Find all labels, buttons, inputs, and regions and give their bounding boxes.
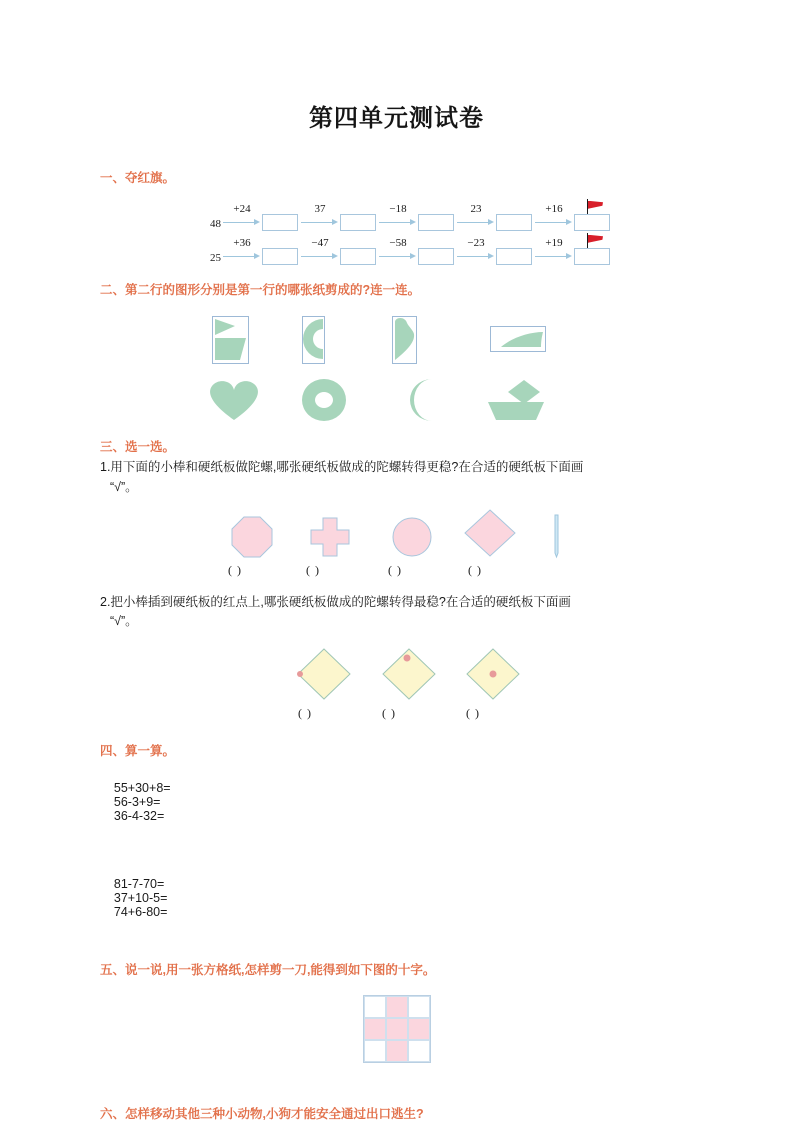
spinner-shape-circle[interactable]: [390, 515, 434, 559]
chain-1-answer-box-3[interactable]: [418, 212, 456, 231]
cut-shape-crescent[interactable]: [390, 378, 446, 422]
crescent-wing-part: [501, 332, 543, 347]
chain-2-op-2-label: −47: [311, 236, 329, 249]
arrow-icon: [301, 219, 339, 226]
grid-cell-r3c1: [364, 1040, 386, 1062]
chain-2-answer-box-2[interactable]: [340, 246, 378, 265]
cut-shape-ring[interactable]: [300, 378, 348, 422]
chain-1-answer-box-1[interactable]: [262, 212, 300, 231]
calc-item-3[interactable]: 36-4-32=: [113, 808, 165, 823]
section-6-heading: 六、怎样移动其他三种小动物,小狗才能安全通过出口逃生?: [100, 1107, 424, 1122]
chain-1-op-1-label: +24: [233, 202, 251, 215]
heart-icon: [210, 381, 258, 420]
chain-1-op-1: [222, 202, 262, 231]
answer-paren-6[interactable]: ( ): [382, 705, 396, 720]
calc-item-2[interactable]: 56-3+9=: [113, 794, 161, 809]
calc-item-1[interactable]: 55+30+8=: [113, 780, 171, 795]
diamond-icon: [465, 510, 515, 556]
calc-item-6[interactable]: 74+6-80=: [113, 904, 168, 919]
arrow-icon: [379, 253, 417, 260]
red-flag-icon: [588, 201, 603, 209]
grid-cell-r2c2: [386, 1018, 408, 1040]
arrow-icon: [223, 219, 261, 226]
answer-paren-row-2: [100, 706, 693, 722]
answer-paren-2[interactable]: ( ): [306, 563, 320, 577]
diamond-icon: [298, 649, 350, 699]
red-dot-icon: [404, 654, 411, 661]
triangle-flag-part: [215, 319, 235, 335]
cross-icon: [311, 518, 349, 556]
answer-paren-3[interactable]: ( ): [388, 563, 402, 577]
grid-cell-r3c2: [386, 1040, 408, 1062]
red-flag-icon: [588, 235, 603, 243]
chain-2-op-2: [300, 236, 340, 265]
chain-2-answer-box-3[interactable]: [418, 246, 456, 265]
chain-1-op-2-label: 37: [314, 202, 326, 215]
stick-icon: [555, 515, 558, 557]
spinner-shape-row-2: [100, 644, 693, 702]
octagon-icon: [232, 517, 272, 557]
question-3-2-line1: 2.把小棒插到硬纸板的红点上,哪张硬纸板做成的陀螺转得最稳?在合适的硬纸板下面画: [100, 595, 571, 609]
cut-shape-heart[interactable]: [208, 378, 260, 422]
arrow-icon: [535, 253, 573, 260]
flag-pole-icon: [587, 233, 588, 248]
chain-1-start-number: 48: [210, 217, 221, 230]
chain-1-op-4-label: 23: [470, 202, 482, 215]
section-3-heading: 三、选一选。: [100, 439, 176, 454]
chain-1-op-3-label: −18: [389, 202, 407, 215]
question-3-2-line2: “√”。: [110, 614, 138, 629]
section-5-heading: 五、说一说,用一张方格纸,怎样剪一刀,能得到如下图的十字。: [100, 962, 436, 977]
chain-2-op-1: [222, 236, 262, 265]
chain-1-op-5-label: +16: [545, 202, 563, 215]
arrow-chain-group: [100, 197, 693, 265]
grid-cell-r2c1: [364, 1018, 386, 1040]
ring-icon: [302, 379, 346, 421]
question-3-1-line2: “√”。: [110, 479, 138, 494]
folded-paper-3[interactable]: [392, 316, 417, 364]
arrow-chain-row-1: [210, 197, 693, 231]
arrow-icon: [457, 219, 495, 226]
flag-pole-icon: [587, 199, 588, 214]
grid-cell-r1c3: [408, 996, 430, 1018]
spinner-shape-row-1: [100, 507, 693, 559]
spinner-diamond-dot-left-edge[interactable]: [295, 646, 353, 702]
chain-2-answer-box-1[interactable]: [262, 246, 300, 265]
grid-cell-r1c1: [364, 996, 386, 1018]
boat-sail-icon: [508, 380, 540, 404]
chain-1-answer-box-4[interactable]: [496, 212, 534, 231]
grid-cell-r1c2: [386, 996, 408, 1018]
folded-paper-4[interactable]: [490, 326, 546, 352]
chain-2-op-1-label: +36: [233, 236, 251, 249]
arrow-icon: [457, 253, 495, 260]
chain-2-final-box-with-flag[interactable]: [574, 246, 612, 265]
spinner-shape-cross[interactable]: [308, 515, 352, 559]
half-ring-part: [303, 319, 323, 359]
section-2-heading: 二、第二行的图形分别是第一行的哪张纸剪成的?连一连。: [100, 282, 421, 297]
answer-paren-7[interactable]: ( ): [466, 705, 480, 720]
half-heart-part: [395, 318, 414, 360]
chain-2-op-5: [534, 236, 574, 265]
answer-paren-5[interactable]: ( ): [298, 705, 312, 720]
section-4-heading: 四、算一算。: [100, 743, 176, 758]
calc-row-1: [100, 767, 693, 837]
boat-hull-icon: [488, 402, 544, 420]
chain-1-answer-box-2[interactable]: [340, 212, 378, 231]
spinner-shape-diamond[interactable]: [462, 507, 518, 559]
chain-2-answer-box-4[interactable]: [496, 246, 534, 265]
calc-item-4[interactable]: 81-7-70=: [113, 876, 165, 891]
arrow-icon: [535, 219, 573, 226]
trapezoid-part: [215, 338, 246, 360]
cross-grid-figure: [100, 995, 693, 1063]
page-title: 第四单元测试卷: [309, 105, 484, 132]
folded-paper-1[interactable]: [212, 316, 249, 364]
grid-3x3: [363, 995, 431, 1063]
answer-paren-row-1: [100, 563, 693, 579]
calc-item-5[interactable]: 37+10-5=: [113, 890, 168, 905]
calc-row-2: [100, 863, 693, 933]
chain-2-start-number: 25: [210, 251, 221, 264]
chain-1-op-2: [300, 202, 340, 231]
arrow-icon: [301, 253, 339, 260]
cut-shape-row: [100, 372, 693, 422]
grid-cell-r2c3: [408, 1018, 430, 1040]
cut-shape-boat[interactable]: [482, 378, 550, 422]
chain-1-op-4: [456, 202, 496, 231]
folded-paper-row: [100, 308, 693, 364]
spinner-diamond-dot-center[interactable]: [464, 646, 522, 702]
spinner-diamond-dot-upper-left[interactable]: [380, 646, 438, 702]
chain-1-op-5: [534, 202, 574, 231]
crescent-moon-icon: [410, 379, 432, 421]
circle-icon: [393, 518, 431, 556]
folded-paper-2[interactable]: [302, 316, 325, 364]
arrow-icon: [223, 253, 261, 260]
question-3-1-text: [100, 458, 693, 497]
chain-2-op-4-label: −23: [467, 236, 485, 249]
chain-2-op-5-label: +19: [545, 236, 563, 249]
answer-paren-4[interactable]: ( ): [468, 563, 482, 577]
chain-2-op-3: [378, 236, 418, 265]
grid-cell-r3c3: [408, 1040, 430, 1062]
chain-2-op-3-label: −58: [389, 236, 407, 249]
red-dot-icon: [490, 670, 497, 677]
chain-1-final-box-with-flag[interactable]: [574, 212, 612, 231]
answer-paren-1[interactable]: ( ): [228, 563, 242, 577]
arrow-chain-row-2: [210, 231, 693, 265]
question-3-1-line1: 1.用下面的小棒和硬纸板做陀螺,哪张硬纸板做成的陀螺转得更稳?在合适的硬纸板下面画: [100, 460, 584, 475]
question-3-2-text: [100, 593, 693, 632]
red-dot-icon: [297, 671, 303, 677]
spinner-shape-octagon[interactable]: [230, 515, 274, 559]
spinner-shape-stick[interactable]: [552, 513, 562, 559]
arrow-icon: [379, 219, 417, 226]
chain-2-op-4: [456, 236, 496, 265]
chain-1-op-3: [378, 202, 418, 231]
section-1-heading: 一、夺红旗。: [100, 171, 176, 185]
